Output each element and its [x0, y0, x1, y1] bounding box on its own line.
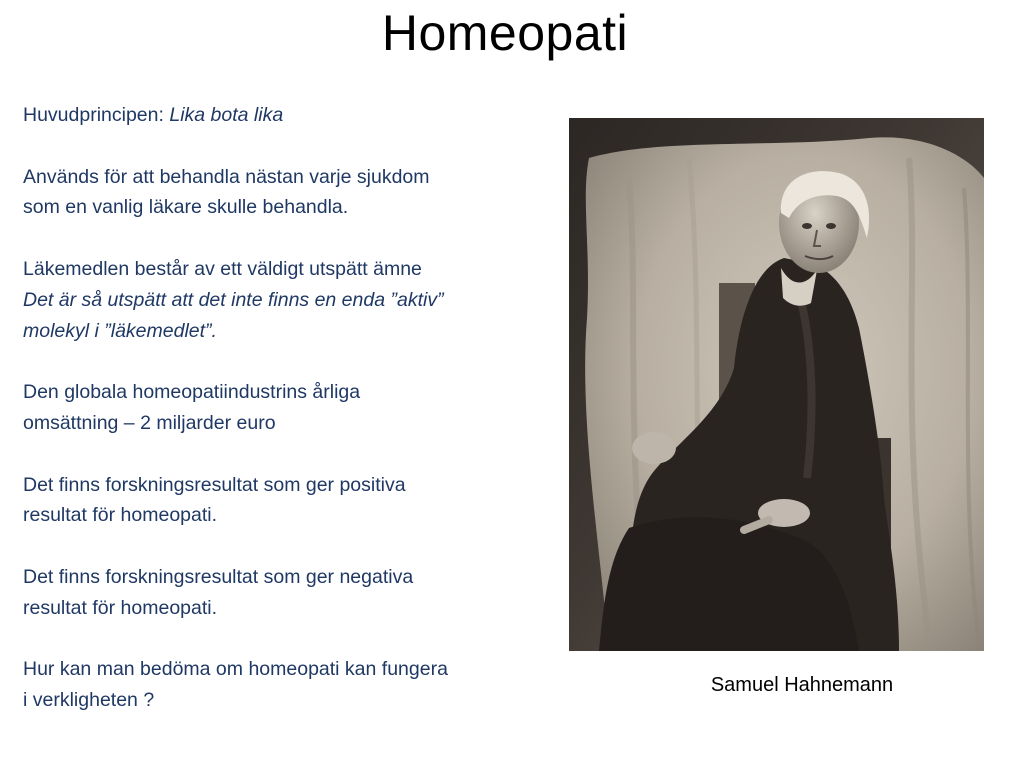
paragraph-industry: [23, 377, 558, 439]
industry-line-1: Den globala homeopatiindustrins årliga: [23, 381, 361, 404]
portrait-photo: [569, 118, 984, 651]
paragraph-usage: [23, 162, 558, 224]
principle-emphasis: Lika bota lika: [169, 104, 284, 126]
industry-line-2: omsättning – 2 miljarder euro: [23, 411, 276, 434]
dilution-line-1: Läkemedlen består av ett väldigt utspätt ämne: [23, 257, 422, 280]
slide-body: [23, 100, 558, 716]
negative-line-2: resultat för homeopati.: [23, 596, 218, 619]
slide-title: Homeopati: [381, 5, 629, 61]
paragraph-question: [23, 654, 558, 716]
dilution-emphasis-2: molekyl i ”läkemedlet”.: [23, 319, 217, 342]
question-line-1: Hur kan man bedöma om homeopati kan fungera: [23, 658, 448, 681]
usage-line-2: som en vanlig läkare skulle behandla.: [23, 196, 349, 219]
paragraph-principle: [23, 100, 558, 131]
paragraph-negative: [23, 562, 558, 624]
positive-line-2: resultat för homeopati.: [23, 504, 218, 527]
principle-lead: Huvudprincipen:: [23, 104, 170, 126]
portrait-illustration: [569, 118, 984, 651]
negative-line-1: Det finns forskningsresultat som ger negativa: [23, 565, 414, 588]
question-line-2: i verkligheten ?: [23, 689, 155, 712]
paragraph-dilution: [23, 254, 558, 346]
portrait-caption: Samuel Hahnemann: [710, 674, 894, 696]
paragraph-positive: [23, 470, 558, 532]
positive-line-1: Det finns forskningsresultat som ger positiva: [23, 473, 406, 496]
usage-line-1: Används för att behandla nästan varje sjukdom: [23, 165, 430, 188]
dilution-emphasis-1: Det är så utspätt att det inte finns en enda ”aktiv”: [23, 288, 444, 311]
